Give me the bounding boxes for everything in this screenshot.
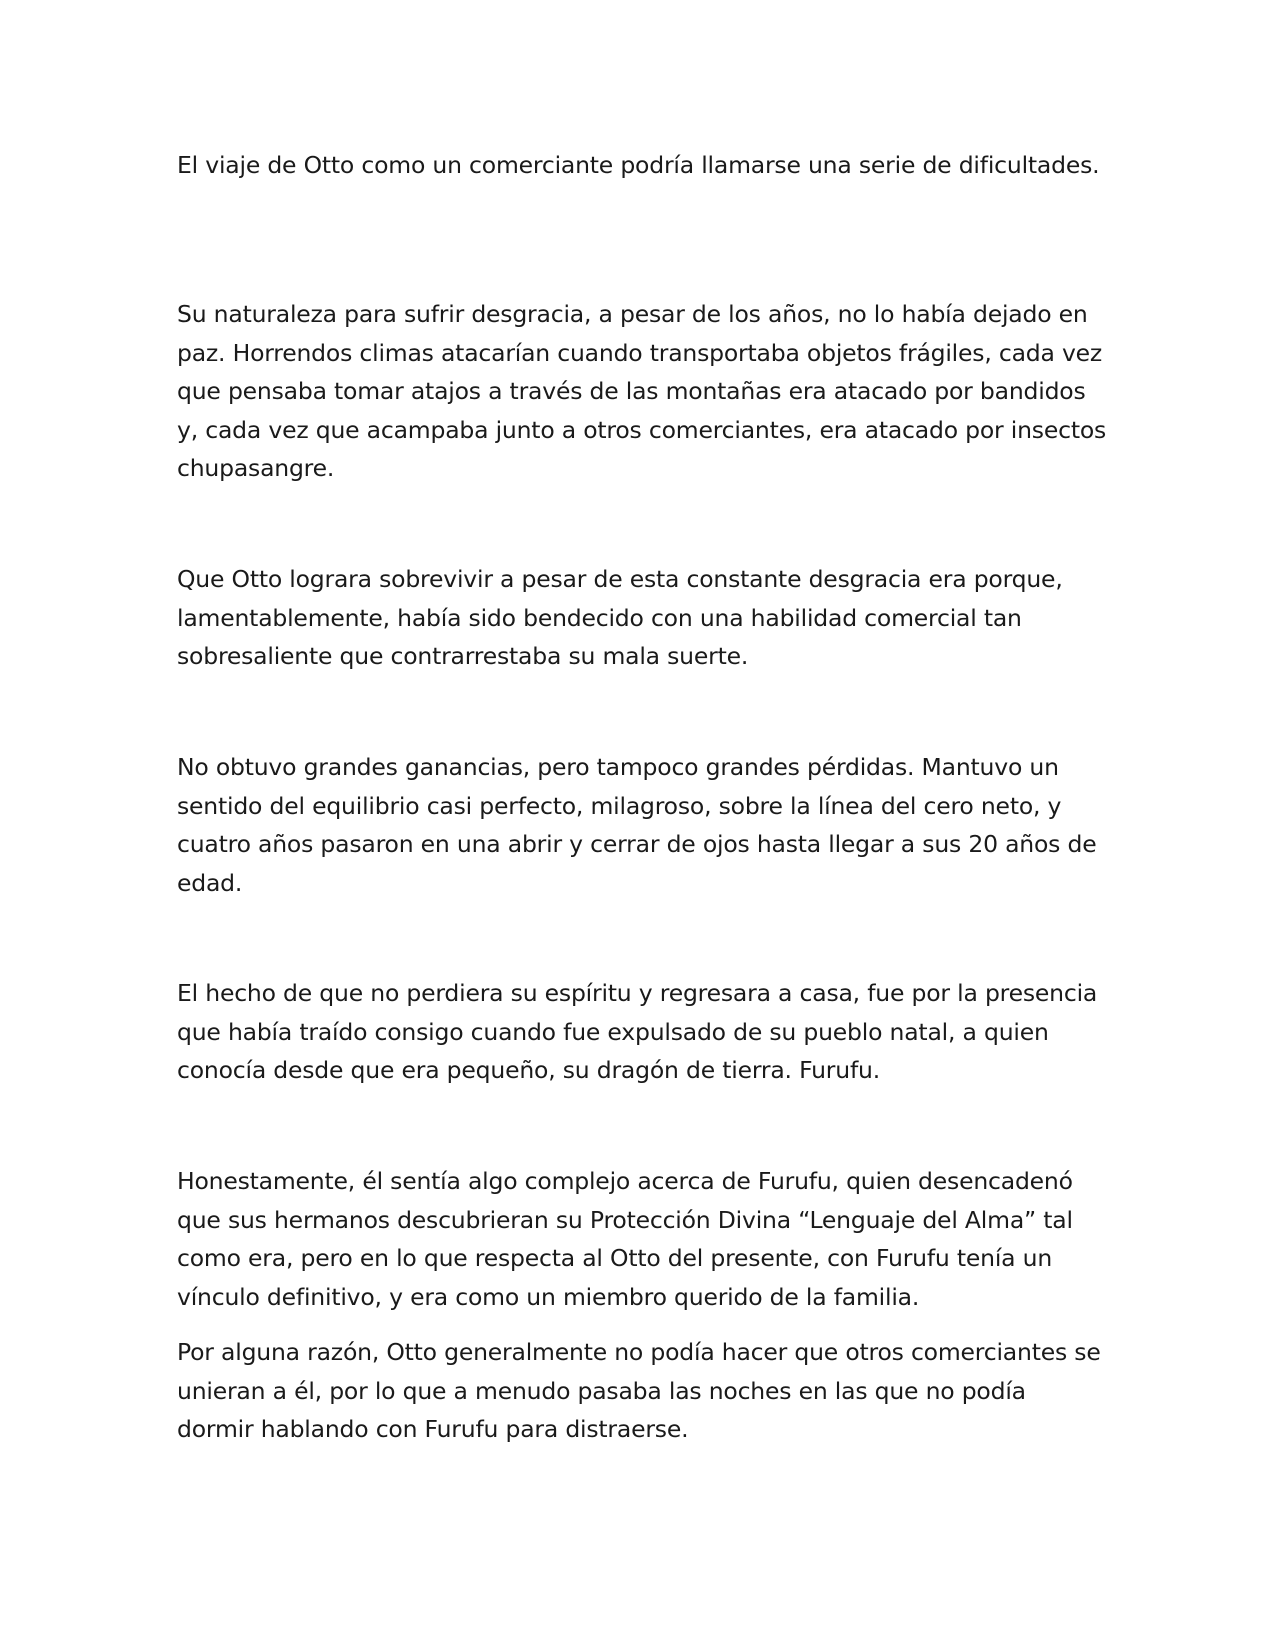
- paragraph: El hecho de que no perdiera su espíritu y regresara a casa, fue por la presencia que había traído consigo cuando fue expulsado de su pueblo natal, a quien conocía desde que era pequeño, su dragón de tierra. Furufu.: [177, 979, 1098, 1085]
- paragraph: El viaje de Otto como un comerciante podría llamarse una serie de dificultades.: [177, 151, 1100, 179]
- paragraph: Honestamente, él sentía algo complejo acerca de Furufu, quien desencadenó que sus hermanos descubrieran su Protección Divina “Lenguaje del Alma” tal como era, pero en lo que respecta al Otto del presente, con Furufu tenía un vínculo definitivo, y era como un miembro querido de la familia.: [177, 1167, 1073, 1311]
- paragraph: No obtuvo grandes ganancias, pero tampoco grandes pérdidas. Mantuvo un sentido del equilibrio casi perfecto, milagroso, sobre la línea del cero neto, y cuatro años pasaron en una abrir y cerrar de ojos hasta llegar a sus 20 años de edad.: [177, 753, 1097, 897]
- paragraph: Que Otto lograra sobrevivir a pesar de esta constante desgracia era porque, lamentablemente, había sido bendecido con una habilidad comercial tan sobresaliente que contrarrestaba su mala suerte.: [177, 565, 1063, 671]
- paragraph: Su naturaleza para sufrir desgracia, a pesar de los años, no lo había dejado en paz. Horrendos climas atacarían cuando transportaba objetos frágiles, cada vez que pensaba tomar atajos a través de las montañas era atacado por bandidos y, cada vez que acampaba junto a otros comerciantes, era atacado por insectos chupasangre.: [177, 300, 1107, 483]
- paragraph: Por alguna razón, Otto generalmente no podía hacer que otros comerciantes se unieran a él, por lo que a menudo pasaba las noches en las que no podía dormir hablando con Furufu para distraerse.: [177, 1338, 1101, 1444]
